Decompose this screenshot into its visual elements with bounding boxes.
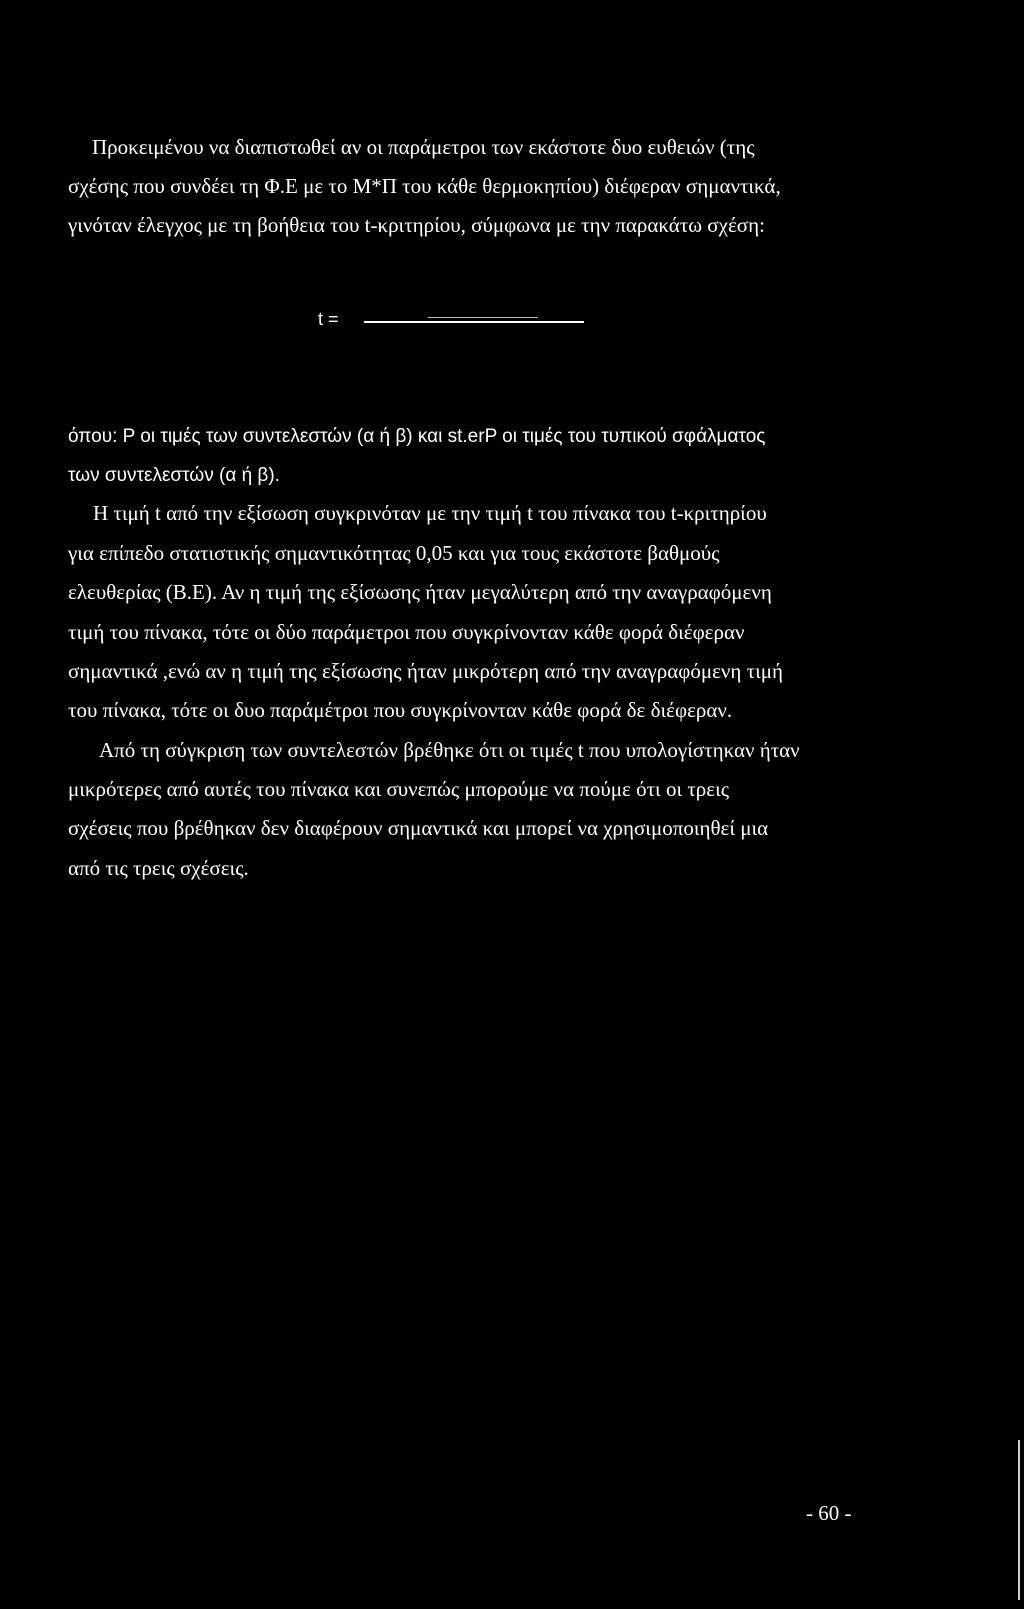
paragraph-4-line-1: Από τη σύγκριση των συντελεστών βρέθηκε ότι οι τιμές t που υπολογίστηκαν ήταν [99, 738, 800, 762]
scan-edge-line [1018, 1440, 1020, 1600]
paragraph-3-line-5: σημαντικά ,ενώ αν η τιμή της εξίσωσης ήταν μικρότερη από την αναγραφόμενη τιμή [68, 659, 783, 683]
paragraph-1-line-1: Προκειμένου να διαπιστωθεί αν οι παράμετροι των εκάστοτε δυο ευθειών (της [92, 135, 755, 159]
paragraph-1-line-3: γινόταν έλεγχος με τη βοήθεια του t-κριτηρίου, σύμφωνα με την παρακάτω σχέση: [68, 213, 765, 237]
paragraph-4-line-3: σχέσεις που βρέθηκαν δεν διαφέρουν σημαντικά και μπορεί να χρησιμοποιηθεί μια [68, 816, 769, 840]
paragraph-2-line-1: όπου: P οι τιμές των συντελεστών (α ή β) και st.erP οι τιμές του τυπικού σφάλματος [68, 426, 766, 447]
paragraph-4-line-2: μικρότερες από αυτές του πίνακα και συνεπώς μπορούμε να πούμε ότι οι τρεις [68, 777, 730, 801]
paragraph-4-line-4: από τις τρεις σχέσεις. [68, 856, 249, 880]
paragraph-3-line-2: για επίπεδο στατιστικής σημαντικότητας 0,05 και για τους εκάστοτε βαθμούς [68, 541, 720, 565]
paragraph-3-line-3: ελευθερίας (Β.Ε). Αν η τιμή της εξίσωσης ήταν μεγαλύτερη από την αναγραφόμενη [68, 580, 772, 604]
paragraph-3-line-4: τιμή του πίνακα, τότε οι δύο παράμετροι που συγκρίνονταν κάθε φορά διέφεραν [68, 620, 745, 644]
paragraph-3-line-1: Η τιμή t από την εξίσωση συγκρινόταν με την τιμή t του πίνακα του t-κριτηρίου [93, 501, 767, 525]
paragraph-1-line-2: σχέσης που συνδέει τη Φ.Ε με το Μ*Π του κάθε θερμοκηπίου) διέφεραν σημαντικά, [68, 174, 781, 198]
page-number: - 60 - [806, 1501, 852, 1525]
fraction-bar-faint [428, 317, 538, 318]
formula-lhs: t = [318, 309, 339, 329]
fraction-bar [364, 321, 584, 323]
paragraph-2-line-2: των συντελεστών (α ή β). [68, 465, 280, 486]
t-formula [318, 306, 588, 334]
paragraph-3-line-6: του πίνακα, τότε οι δυο παράμέτροι που συγκρίνονταν κάθε φορά δε διέφεραν. [68, 698, 733, 722]
